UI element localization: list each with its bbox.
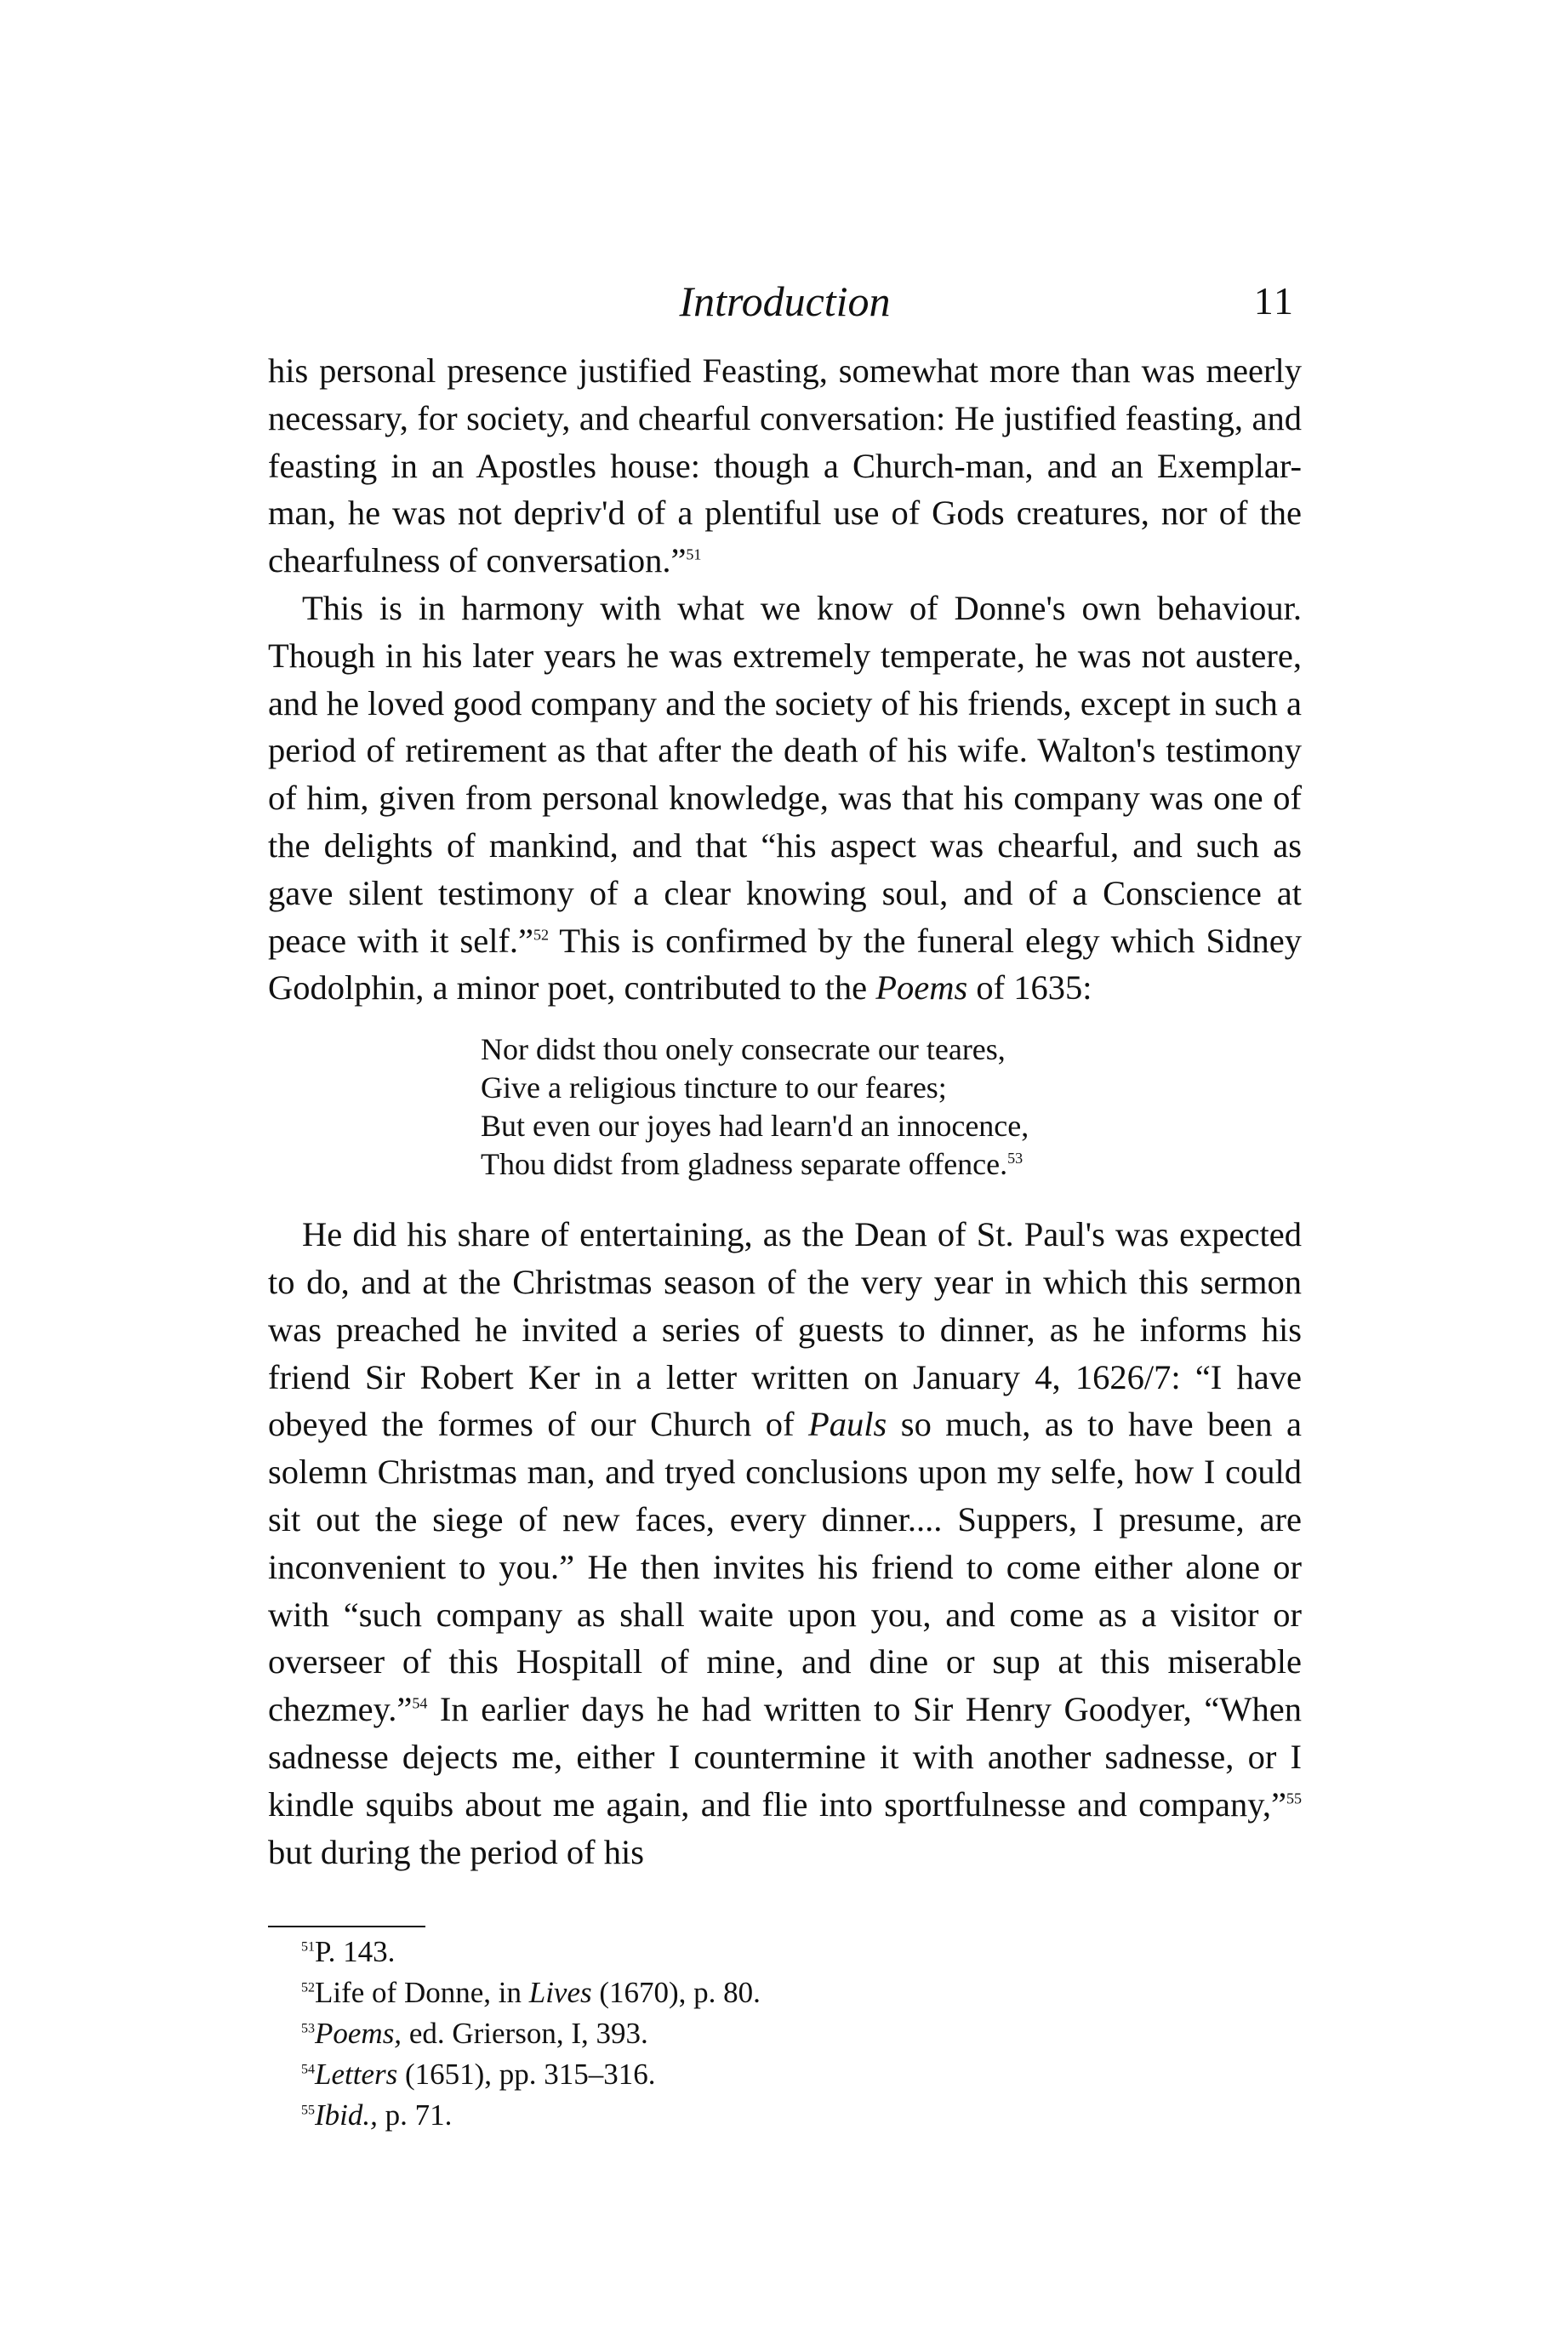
footnote-52-post: (1670), p. 80. — [591, 1976, 761, 2009]
footnote-ref-52: 52 — [533, 926, 550, 944]
footnote-num-53: 53 — [301, 2021, 315, 2036]
footnote-53-post: ed. Grierson, I, 393. — [402, 2017, 648, 2050]
footnote-ref-54: 54 — [412, 1694, 428, 1712]
body-text — [268, 347, 1302, 1875]
footnote-ref-55: 55 — [1286, 1790, 1302, 1807]
footnote-52-italic: Lives — [528, 1976, 592, 2009]
footnote-num-54: 54 — [301, 2062, 315, 2077]
footnote-54-italic: Letters — [315, 2058, 398, 2091]
paragraph-3-text-d: but during the period of his — [268, 1832, 645, 1871]
paragraph-3 — [268, 1211, 1302, 1875]
footnote-51 — [301, 1932, 761, 1972]
paragraph-3-text-c: In earlier days he had written to Sir Henry Goodyer, “When sadnesse dejects me, either I countermine it with another sadnesse, or I kindle squibs about me again, and flie into sportfulnesse and company,” — [268, 1690, 1302, 1824]
footnote-52 — [301, 1972, 761, 2013]
paragraph-2-italic-poems: Poems — [875, 968, 968, 1008]
verse-line-4: Thou didst from gladness separate offence. — [481, 1147, 1008, 1182]
footnote-num-52: 52 — [301, 1980, 315, 1995]
paragraph-3-text-b: so much, as to have been a solemn Christmas man, and tryed conclusions upon my selfe, how I could sit out the siege of new faces, every dinner.... Suppers, I presume, are inconvenient to you.” He then invites his friend to come either alone or with “such company as shall waite upon you, and come as a visitor or overseer of this Hospitall of mine, and dine or sup at this miserable chezmey.” — [268, 1405, 1302, 1729]
paragraph-3-italic-pauls: Pauls — [808, 1405, 887, 1444]
footnote-rule — [268, 1926, 425, 1927]
chapter-title: Introduction — [679, 277, 891, 325]
footnote-num-55: 55 — [301, 2103, 315, 2118]
footnote-51-text: P. 143. — [315, 1935, 396, 1968]
paragraph-2-text-a: This is in harmony with what we know of Donne's own behaviour. Though in his later years he was extremely temperate, he was not austere, and he loved good company and the society of his friends, except in such a period of retirement as that after the death of his wife. Walton's testimony of him, given from personal knowledge, was that his company was one of the delights of mankind, and that “his aspect was chearful, and such as gave silent testimony of a clear knowing soul, and of a Conscience at peace with it self.” — [268, 588, 1302, 960]
footnote-53-italic: Poems, — [315, 2017, 402, 2050]
footnote-52-text: Life of Donne, in — [315, 1976, 529, 2009]
footnote-55 — [301, 2095, 761, 2136]
verse-line-4-wrap — [481, 1145, 1302, 1184]
paragraph-1 — [268, 347, 1302, 585]
paragraph-3-text-a: He did his share of entertaining, as the Dean of St. Paul's was expected to do, and at the Christmas season of the very year in which this sermon was preached he invited a series of guests to dinner, as he informs his friend Sir Robert Ker in a letter written on January 4, 1626/7: “I have obeyed the formes of our Church of — [268, 1215, 1302, 1444]
footnote-55-post: p. 71. — [377, 2098, 453, 2132]
footnote-ref-51: 51 — [686, 545, 702, 563]
footnote-num-51: 51 — [301, 1939, 315, 1955]
paragraph-2-text-b: This is confirmed by the funeral elegy which Sidney Godolphin, a minor poet, contributed to the — [268, 921, 1302, 1008]
paragraph-1-text: his personal presence justified Feasting, somewhat more than was meerly necessary, for society, and chearful conversation: He justified feasting, and feasting in an Apostles house: though a Church-man, and an Exemplar-man, he was not depriv'd of a plentiful use of Gods creatures, nor of the chearfulness of conversation.” — [268, 351, 1302, 580]
footnote-53 — [301, 2013, 761, 2054]
footnote-54-post: (1651), pp. 315–316. — [397, 2058, 656, 2091]
footnote-54 — [301, 2054, 761, 2095]
verse-line-3: But even our joyes had learn'd an innocence, — [481, 1109, 1029, 1144]
footnotes — [301, 1932, 761, 2136]
footnote-55-italic: Ibid., — [315, 2098, 378, 2132]
page-number: 11 — [1253, 279, 1295, 323]
verse-quotation — [481, 1030, 1302, 1184]
paragraph-2-text-c: of 1635: — [967, 968, 1092, 1008]
verse-line-1: Nor didst thou onely consecrate our teares, — [481, 1032, 1006, 1067]
verse-line-2: Give a religious tincture to our feares; — [481, 1070, 947, 1105]
running-head — [268, 277, 1302, 336]
paragraph-2 — [268, 585, 1302, 1012]
footnote-ref-53: 53 — [1007, 1150, 1023, 1167]
